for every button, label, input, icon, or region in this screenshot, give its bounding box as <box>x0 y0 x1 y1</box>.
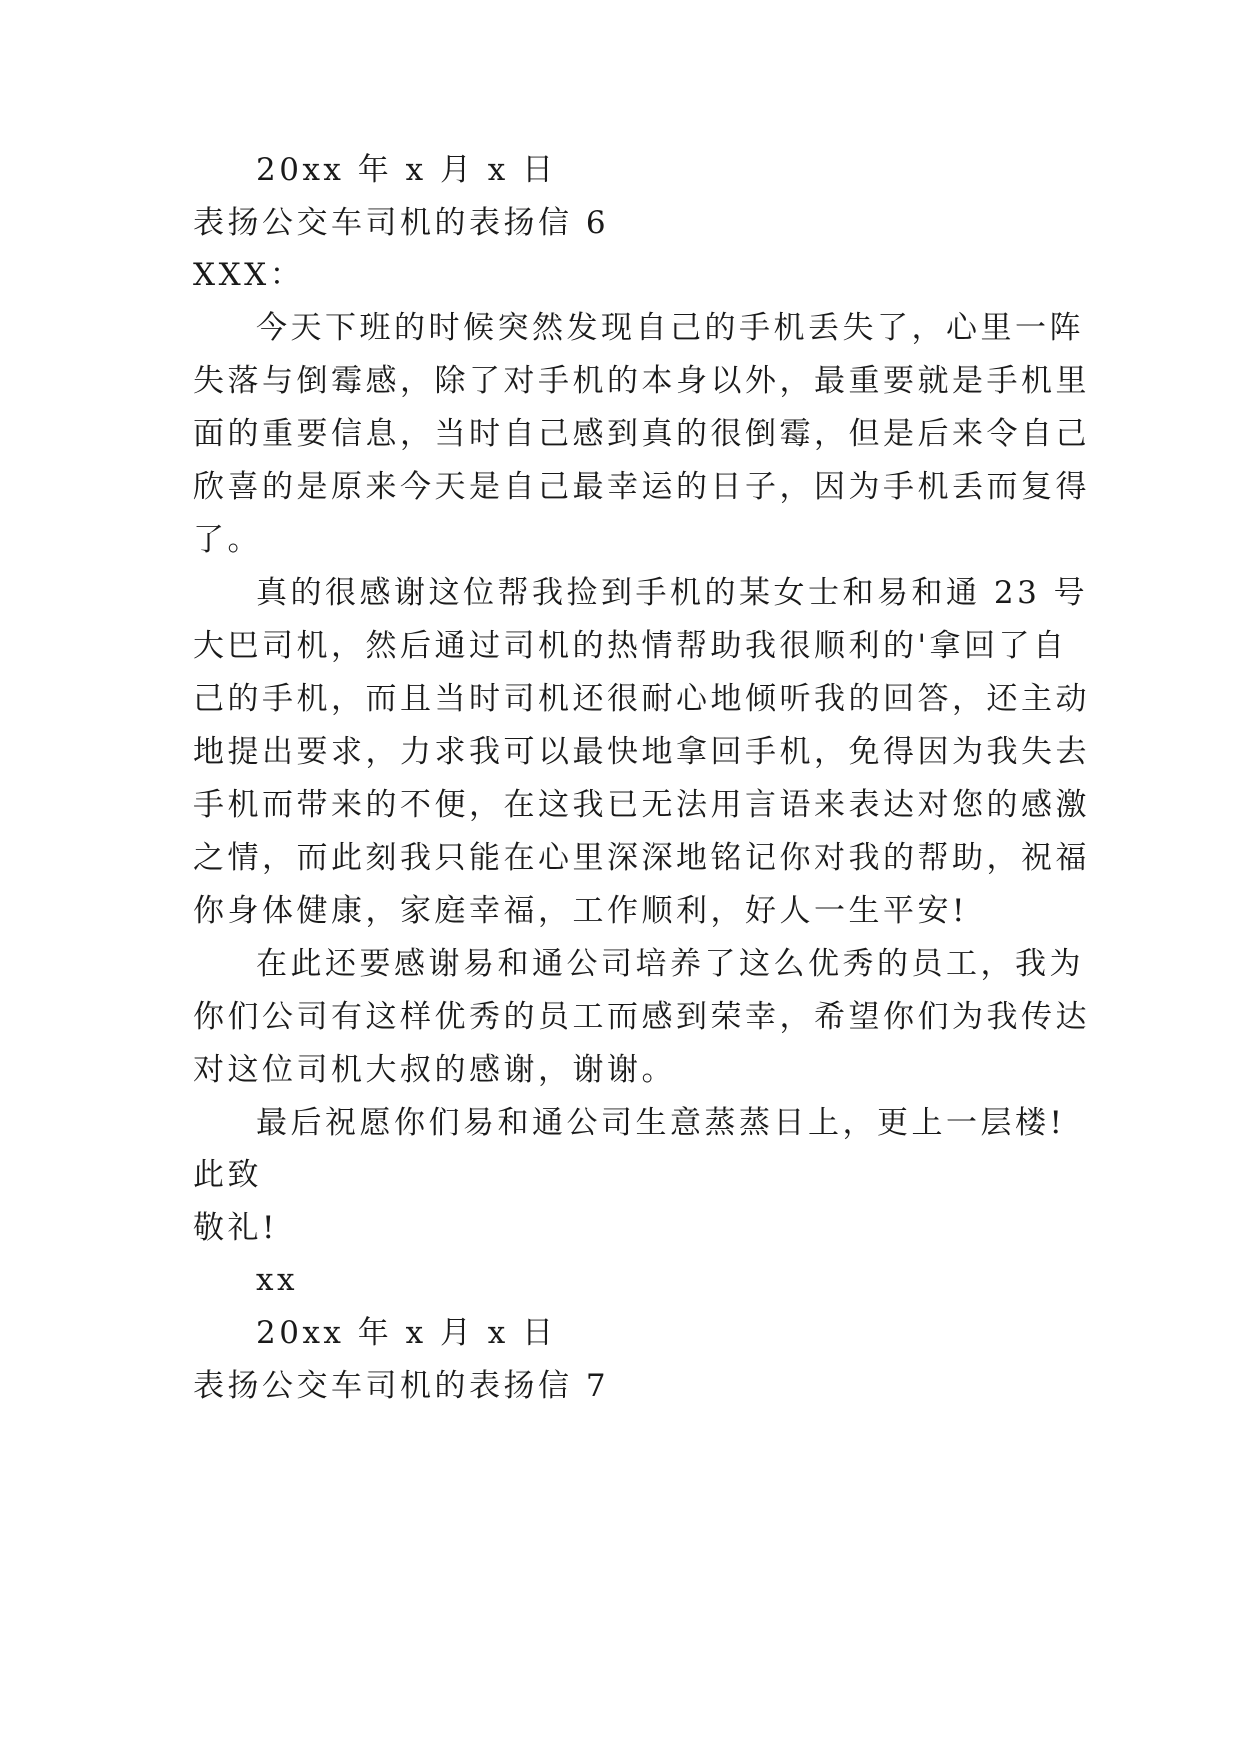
paragraph-2-line: 地提出要求，力求我可以最快地拿回手机，免得因为我失去 <box>193 734 1090 770</box>
date-bottom: 20xx 年 x 月 x 日 <box>256 1315 557 1351</box>
paragraph-3-line: 对这位司机大叔的感谢，谢谢。 <box>193 1052 676 1088</box>
paragraph-1-line: 了。 <box>193 522 262 558</box>
letter-title-7: 表扬公交车司机的表扬信 7 <box>193 1368 610 1404</box>
paragraph-3-line: 你们公司有这样优秀的员工而感到荣幸，希望你们为我传达 <box>193 999 1090 1035</box>
paragraph-2-line: 大巴司机，然后通过司机的热情帮助我很顺利的'拿回了自 <box>193 628 1068 664</box>
paragraph-4-line: 最后祝愿你们易和通公司生意蒸蒸日上，更上一层楼! <box>256 1105 1066 1141</box>
closing-jingli: 敬礼! <box>193 1210 278 1246</box>
paragraph-1-line: 欣喜的是原来今天是自己最幸运的日子，因为手机丢而复得 <box>193 469 1090 505</box>
letter-title-6: 表扬公交车司机的表扬信 6 <box>193 205 610 241</box>
paragraph-2-line: 己的手机，而且当时司机还很耐心地倾听我的回答，还主动 <box>193 681 1090 717</box>
paragraph-3-line: 在此还要感谢易和通公司培养了这么优秀的员工，我为 <box>256 946 1084 982</box>
paragraph-2-line: 你身体健康，家庭幸福，工作顺利，好人一生平安! <box>193 893 968 929</box>
paragraph-2-line: 之情，而此刻我只能在心里深深地铭记你对我的帮助，祝福 <box>193 840 1090 876</box>
closing-cizhi: 此致 <box>193 1157 262 1193</box>
signature: xx <box>256 1262 298 1298</box>
paragraph-1-line: 今天下班的时候突然发现自己的手机丢失了，心里一阵 <box>256 310 1084 346</box>
date-top: 20xx 年 x 月 x 日 <box>256 152 557 188</box>
paragraph-1-line: 面的重要信息，当时自己感到真的很倒霉，但是后来令自己 <box>193 416 1090 452</box>
salutation: XXX： <box>193 257 305 293</box>
paragraph-2-line: 手机而带来的不便，在这我已无法用言语来表达对您的感激 <box>193 787 1090 823</box>
paragraph-2-line: 真的很感谢这位帮我捡到手机的某女士和易和通 23 号 <box>256 575 1089 611</box>
paragraph-1-line: 失落与倒霉感，除了对手机的本身以外，最重要就是手机里 <box>193 363 1090 399</box>
